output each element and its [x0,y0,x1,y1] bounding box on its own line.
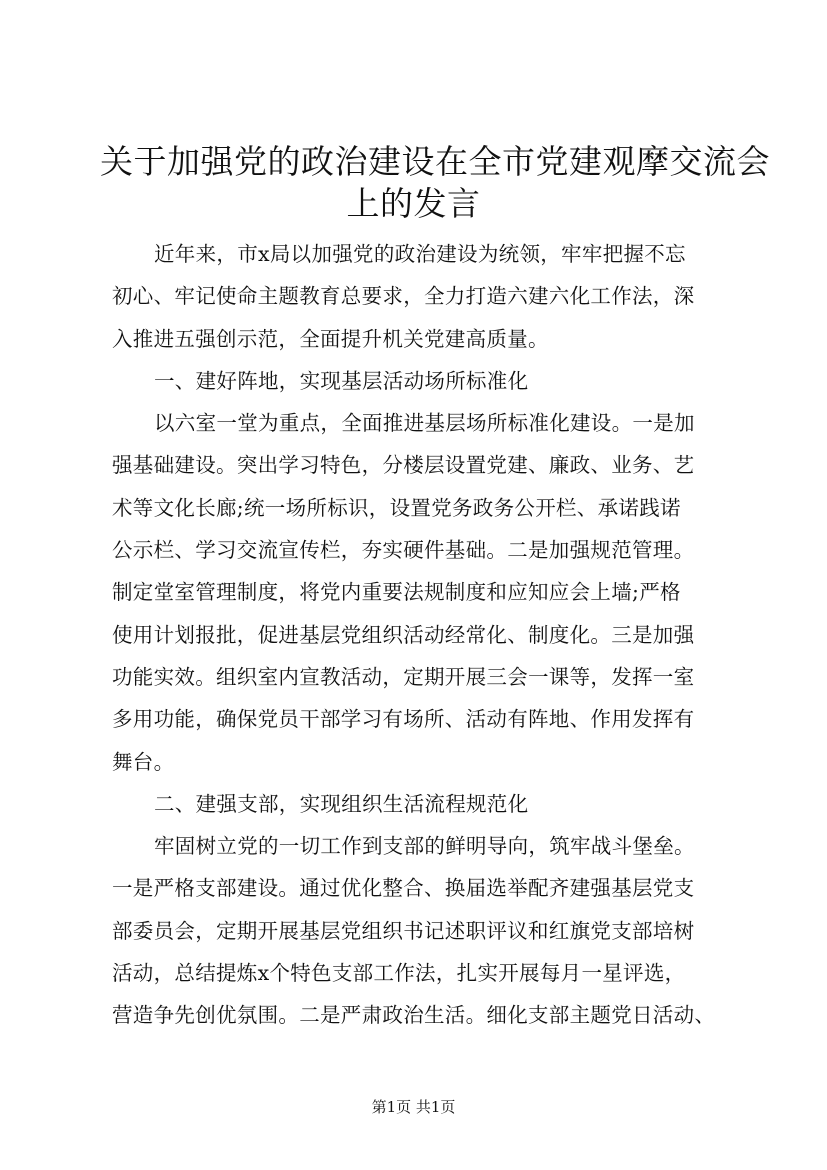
paragraph-line: 营造争先创优氛围。二是严肃政治生活。细化支部主题党日活动、 [112,1003,716,1028]
title-line-1: 关于加强党的政治建设在全市党建观摩交流会 [100,142,770,181]
paragraph-line: 舞台。 [112,749,175,774]
page-footer: 第1页 共1页 [371,1098,456,1116]
paragraph-line: 强基础建设。突出学习特色，分楼层设置党建、廉政、业务、艺 [112,453,695,478]
paragraph-line: 初心、牢记使命主题教育总要求，全力打造六建六化工作法，深 [112,284,695,309]
section-heading-1: 一、建好阵地，实现基层活动场所标准化 [154,368,529,393]
paragraph-line: 近年来，市x局以加强党的政治建设为统领，牢牢把握不忘 [154,242,686,266]
paragraph-line: 功能实效。组织室内宣教活动，定期开展三会一课等，发挥一室 [112,664,695,689]
section-heading-2: 二、建强支部，实现组织生活流程规范化 [154,791,529,816]
paragraph-line: 使用计划报批，促进基层党组织活动经常化、制度化。三是加强 [112,622,695,647]
paragraph-line: 制定堂室管理制度，将党内重要法规制度和应知应会上墙;严格 [112,580,681,605]
title-line-2: 上的发言 [346,184,481,224]
paragraph-line: 部委员会，定期开展基层党组织书记述职评议和红旗党支部培树 [112,918,695,943]
paragraph-line: 牢固树立党的一切工作到支部的鲜明导向，筑牢战斗堡垒。 [154,834,695,859]
document-title [100,140,770,225]
paragraph-line: 多用功能，确保党员干部学习有场所、活动有阵地、作用发挥有 [112,707,695,732]
paragraph-line: 入推进五强创示范，全面提升机关党建高质量。 [112,326,549,351]
paragraph-line: 以六室一堂为重点，全面推进基层场所标准化建设。一是加 [154,411,695,436]
paragraph-line: 活动，总结提炼x个特色支部工作法，扎实开展每月一星评选， [112,961,686,986]
paragraph-line: 公示栏、学习交流宣传栏，夯实硬件基础。二是加强规范管理。 [112,538,695,563]
paragraph-line: 一是严格支部建设。通过优化整合、换届选举配齐建强基层党支 [112,876,695,901]
document-body [112,233,718,1037]
paragraph-line: 术等文化长廊;统一场所标识，设置党务政务公开栏、承诺践诺 [112,495,681,520]
